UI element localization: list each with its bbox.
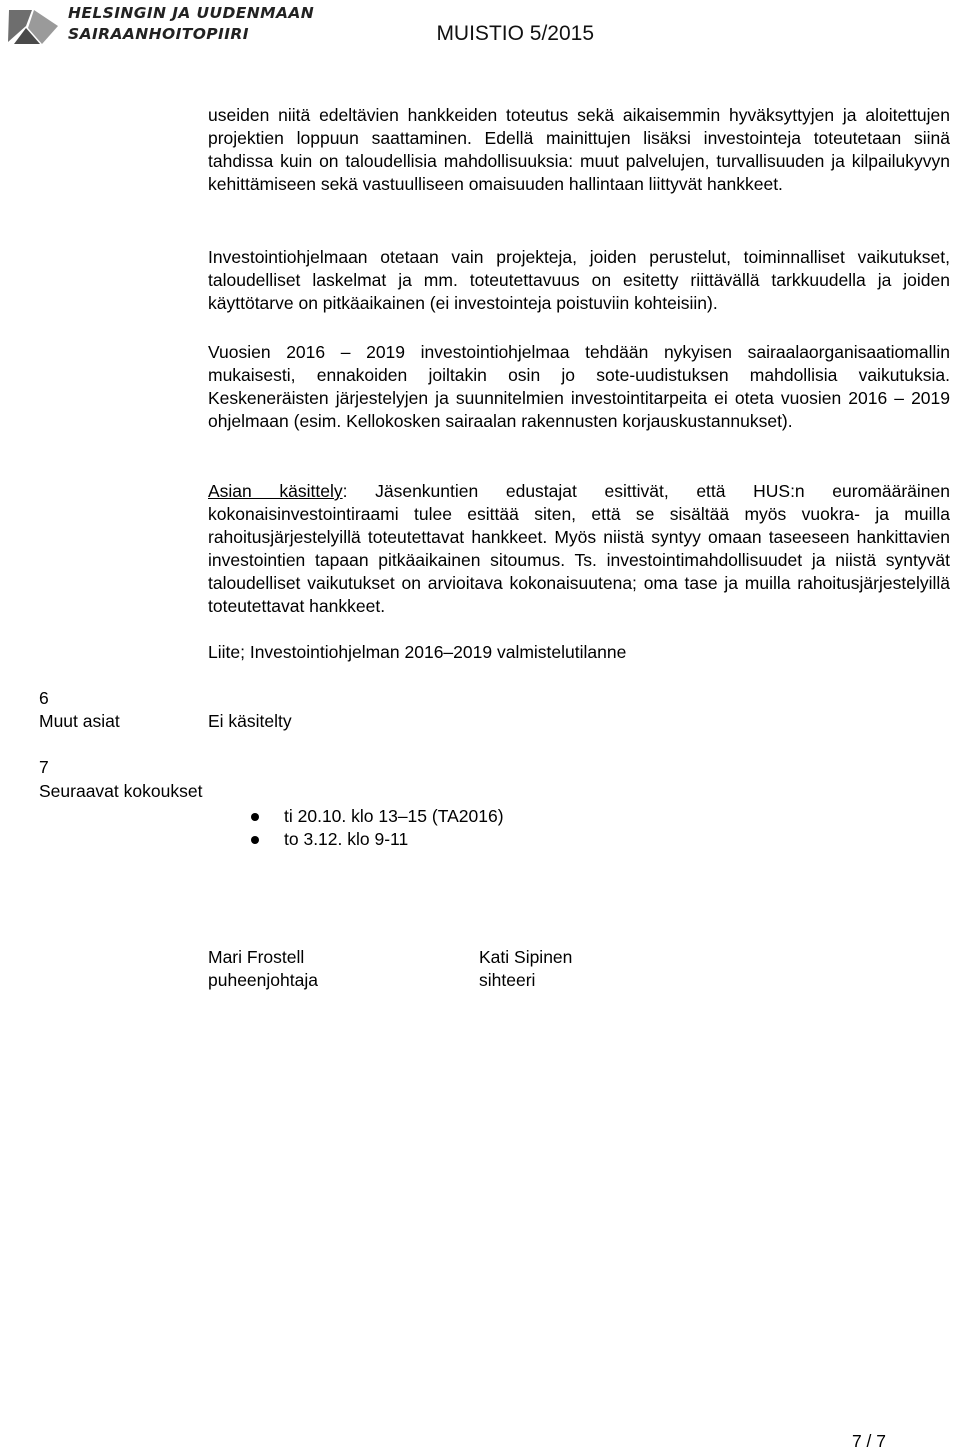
paragraph-program-2016-2019 <box>208 341 950 433</box>
signature-chair <box>208 946 318 992</box>
bullet-icon <box>251 836 259 844</box>
paragraph-investment-continuation <box>208 104 950 196</box>
paragraph-text: Investointiohjelmaan otetaan vain projekteja, joiden perustelut, toiminnalliset vaikutukset, taloudelliset laskelmat ja mm. toteutettavuus on esitetty riittävällä tarkkuudella ja joiden käyttötarve on pitkäaikainen (ei investointeja poistuviin kohteisiin). <box>208 247 950 313</box>
organization-logo <box>6 4 315 48</box>
organization-name-line1: HELSINGIN JA UUDENMAAN <box>68 4 315 22</box>
asian-kasittely-label: Asian käsittely <box>208 481 343 501</box>
chair-role: puheenjohtaja <box>208 970 318 990</box>
organization-name-line2: SAIRAANHOITOPIIRI <box>68 25 249 43</box>
section-7-title: Seuraavat kokoukset <box>39 781 203 801</box>
section-7-number: 7 <box>39 757 49 777</box>
section-6-title: Muut asiat <box>39 711 120 731</box>
paragraph-text: Vuosien 2016 – 2019 investointiohjelmaa tehdään nykyisen sairaalaorganisaatiomallin mukaisesti, ennakoiden joiltakin osin jo sote-uudistuksen mahdollisia vaikutuksia. Keskeneräisten järjestelyjen ja suunnitelmien investointitarpeita ei oteta vuosien 2016 – 2019 ohjelmaan (esim. Kellokosken sairaalan rakennusten korjauskustannukset). <box>208 342 950 431</box>
signature-secretary <box>479 946 572 992</box>
section-6-text: Ei käsitelty <box>208 711 292 731</box>
secretary-role: sihteeri <box>479 970 536 990</box>
paragraph-text: useiden niitä edeltävien hankkeiden toteutus sekä aikaisemmin hyväksyttyjen ja aloitettujen projektien loppuun saattaminen. Edellä mainittujen lisäksi investointeja toteutetaan siinä tahdissa kuin on taloudellisia mahdollisuuksia: muut palvelujen, turvallisuuden ja kilpailukyvyn kehittämiseen sekä vastuulliseen omaisuuden hallintaan liittyvät hankkeet. <box>208 105 950 194</box>
list-item <box>246 805 504 828</box>
asian-kasittely-text: : Jäsenkuntien edustajat esittivät, että HUS:n euromääräinen kokonaisinvestointiraami tulee esittää siten, että se sisältää myös vuokra- ja muilla rahoitusjärjestelyillä toteutettavat hankkeet. Myös niistä syntyy omaan taseeseen hankittavien investointien tapaan pitkäaikainen sitoumus. Ts. investointimahdollisuudet ja niistä syntyvät taloudelliset vaikutukset on arvioitava kokonaisuutena; oma tase ja muilla rahoitusjärjestelyillä toteutettavat hankkeet. <box>208 481 951 616</box>
list-item <box>246 828 504 851</box>
meeting-date: ti 20.10. klo 13–15 (TA2016) <box>284 806 504 826</box>
meetings-list <box>246 805 504 851</box>
page-number: 7 / 7 <box>851 1431 886 1451</box>
logo-icon <box>6 4 60 48</box>
document-title: MUISTIO 5/2015 <box>436 22 594 45</box>
organization-name <box>68 3 314 45</box>
meeting-date: to 3.12. klo 9-11 <box>284 829 409 849</box>
paragraph-text <box>208 480 950 618</box>
paragraph-program-criteria <box>208 246 950 315</box>
attachment-note: Liite; Investointiohjelman 2016–2019 valmistelutilanne <box>208 642 627 662</box>
chair-name: Mari Frostell <box>208 947 305 967</box>
bullet-icon <box>251 813 259 821</box>
paragraph-asian-kasittely <box>208 480 950 618</box>
section-6-number: 6 <box>39 688 49 708</box>
secretary-name: Kati Sipinen <box>479 947 573 967</box>
